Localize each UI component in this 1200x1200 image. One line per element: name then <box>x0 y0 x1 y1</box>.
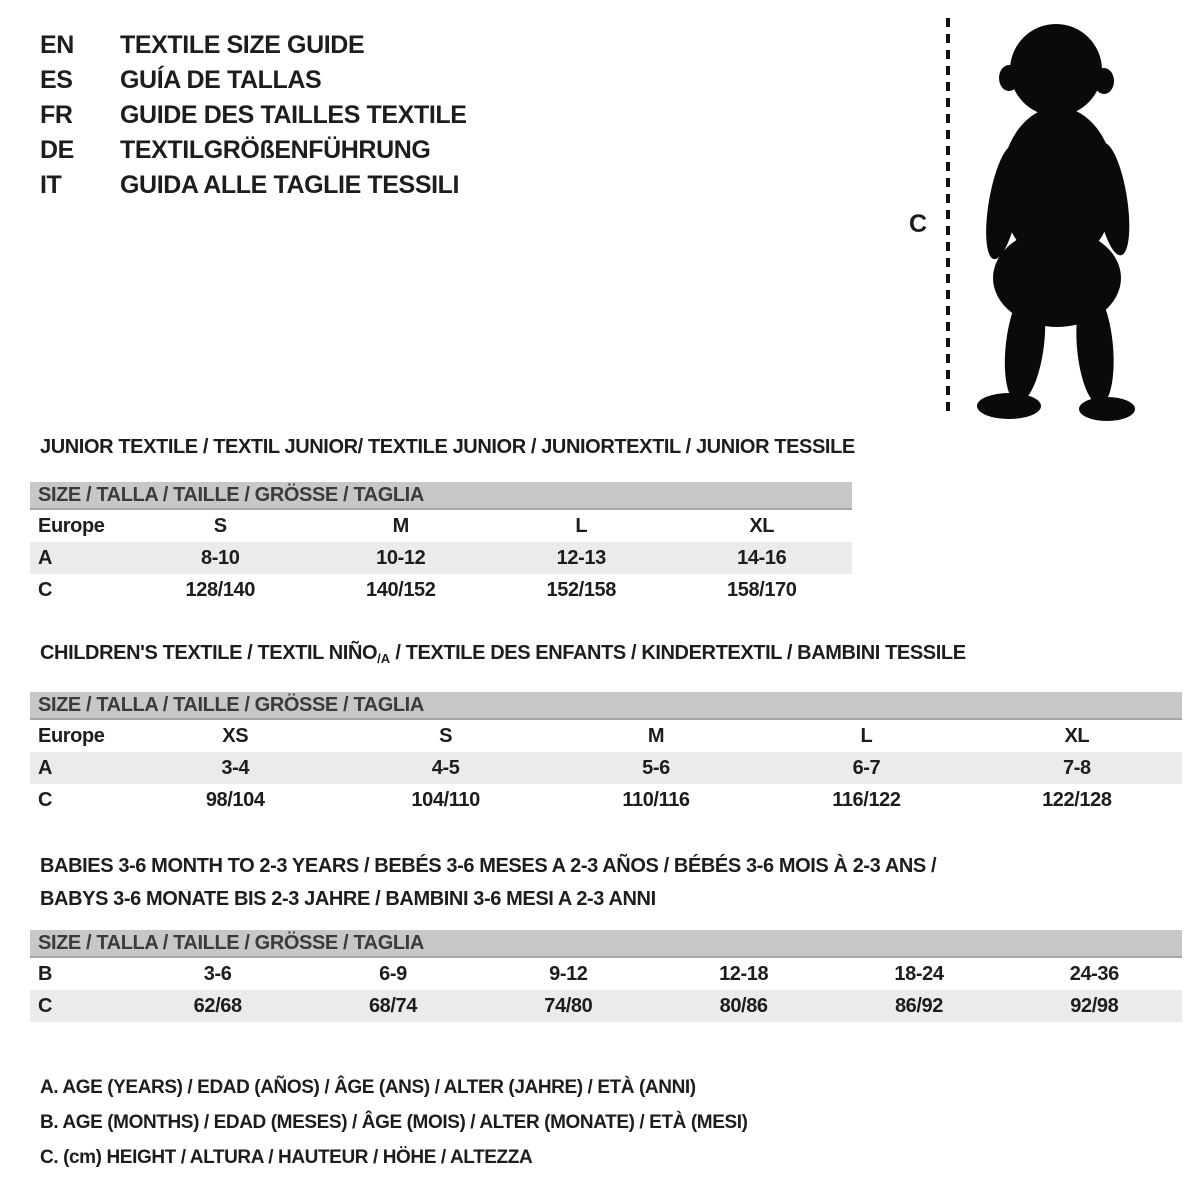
row-label: A <box>38 756 53 779</box>
language-row <box>40 168 467 203</box>
size-cell: 74/80 <box>544 994 593 1017</box>
table-title-line <box>40 883 1182 916</box>
table-row <box>30 542 852 574</box>
size-cell: 12-13 <box>556 546 606 569</box>
size-cell: M <box>392 514 409 537</box>
table-row <box>30 990 1182 1022</box>
legend-line: C. (cm) HEIGHT / ALTURA / HAUTEUR / HÖHE / ALTEZZA <box>40 1147 533 1168</box>
table-rows <box>30 958 1182 1022</box>
size-cell: 12-18 <box>719 962 769 985</box>
table-title <box>30 850 1182 916</box>
size-cell: 68/74 <box>368 994 418 1017</box>
title-subscript: /A <box>377 651 391 666</box>
size-cell: 6-7 <box>852 756 881 779</box>
size-cell: M <box>647 724 665 747</box>
table-rows <box>30 720 1182 816</box>
size-cell: 92/98 <box>1070 994 1119 1017</box>
height-measure-label: C <box>909 210 927 238</box>
language-row <box>40 133 467 168</box>
row-label: C <box>38 994 53 1017</box>
title-text: / TEXTILE DES ENFANTS / KINDERTEXTIL / BAMBINI TESSILE <box>390 642 966 664</box>
legend-line: A. AGE (YEARS) / EDAD (AÑOS) / ÂGE (ANS) / ALTER (JAHRE) / ETÀ (ANNI) <box>40 1077 696 1098</box>
table-title-line <box>40 435 855 460</box>
size-cell: XL <box>1064 724 1090 747</box>
size-cell: 152/158 <box>546 578 616 601</box>
size-cell: 158/170 <box>727 578 797 601</box>
size-cell: 10-12 <box>376 546 426 569</box>
size-header-label: SIZE / TALLA / TAILLE / GRÖSSE / TAGLIA <box>38 693 424 716</box>
table-section-babies <box>30 850 1182 1022</box>
row-label: C <box>38 578 53 601</box>
size-cell: 8-10 <box>201 546 240 569</box>
row-label: B <box>38 962 53 985</box>
table-title-line <box>40 850 1182 883</box>
table-row <box>30 752 1182 784</box>
size-cell: 4-5 <box>431 756 460 779</box>
language-header <box>40 28 467 203</box>
table-row <box>30 510 852 542</box>
title-text: BABYS 3-6 MONATE BIS 2-3 JAHRE / BAMBINI 3-6 MESI A 2-3 ANNI <box>40 888 656 910</box>
size-cell: XL <box>749 514 775 537</box>
size-header-bar <box>30 482 852 510</box>
size-cell: 140/152 <box>366 578 436 601</box>
language-title: GUIDA ALLE TAGLIE TESSILI <box>120 171 460 199</box>
size-cell: 128/140 <box>185 578 255 601</box>
size-cell: 122/128 <box>1042 788 1112 811</box>
table-section-junior <box>30 435 855 606</box>
table-row <box>30 958 1182 990</box>
language-code: IT <box>40 171 62 199</box>
size-cell: 5-6 <box>642 756 670 779</box>
size-cell: 80/86 <box>719 994 768 1017</box>
size-cell: 6-9 <box>379 962 407 985</box>
size-cell: 18-24 <box>894 962 944 985</box>
size-cell: 7-8 <box>1062 756 1091 779</box>
size-cell: 3-4 <box>221 756 250 779</box>
height-measure-line <box>946 18 950 416</box>
language-row <box>40 28 467 63</box>
size-header-label: SIZE / TALLA / TAILLE / GRÖSSE / TAGLIA <box>38 931 424 954</box>
title-text: BABIES 3-6 MONTH TO 2-3 YEARS / BEBÉS 3-6 MESES A 2-3 AÑOS / BÉBÉS 3-6 MOIS À 2-3 ANS / <box>40 855 937 877</box>
size-header-label: SIZE / TALLA / TAILLE / GRÖSSE / TAGLIA <box>38 483 424 506</box>
language-title: TEXTILGRÖßENFÜHRUNG <box>120 136 431 164</box>
size-cell: 104/110 <box>411 788 480 811</box>
title-text: JUNIOR TEXTILE / TEXTIL JUNIOR/ TEXTILE JUNIOR / JUNIORTEXTIL / JUNIOR TESSILE <box>40 436 855 458</box>
language-title: GUIDE DES TAILLES TEXTILE <box>120 101 467 129</box>
size-cell: L <box>860 724 873 747</box>
table-row <box>30 720 1182 752</box>
language-row <box>40 63 467 98</box>
language-code: EN <box>40 31 74 59</box>
height-figure <box>895 10 1195 430</box>
row-label: Europe <box>38 724 105 747</box>
toddler-silhouette-icon <box>957 14 1153 426</box>
size-cell: S <box>439 724 453 747</box>
size-header-bar <box>30 692 1182 720</box>
table-title <box>30 641 1182 667</box>
size-cell: S <box>213 514 227 537</box>
size-cell: 3-6 <box>203 962 232 985</box>
size-cell: 9-12 <box>549 962 588 985</box>
size-cell: 98/104 <box>205 788 265 811</box>
row-label: Europe <box>38 514 105 537</box>
size-cell: 62/68 <box>193 994 242 1017</box>
table-row <box>30 574 852 606</box>
table-row <box>30 784 1182 816</box>
table-section-children <box>30 641 1182 816</box>
row-label: C <box>38 788 53 811</box>
language-code: ES <box>40 66 73 94</box>
size-cell: 116/122 <box>832 788 901 811</box>
size-cell: 14-16 <box>737 546 787 569</box>
language-code: DE <box>40 136 74 164</box>
row-label: A <box>38 546 53 569</box>
size-cell: 86/92 <box>894 994 943 1017</box>
size-cell: XS <box>222 724 249 747</box>
language-row <box>40 98 467 133</box>
table-rows <box>30 510 852 606</box>
table-title <box>30 435 855 460</box>
legend-line: B. AGE (MONTHS) / EDAD (MESES) / ÂGE (MOIS) / ALTER (MONATE) / ETÀ (MESI) <box>40 1112 748 1133</box>
size-cell: L <box>575 514 588 537</box>
language-code: FR <box>40 101 73 129</box>
language-title: TEXTILE SIZE GUIDE <box>120 31 365 59</box>
size-header-bar <box>30 930 1182 958</box>
title-text: CHILDREN'S TEXTILE / TEXTIL NIÑO <box>40 642 378 664</box>
language-title: GUÍA DE TALLAS <box>120 66 322 94</box>
table-title-line <box>40 641 1182 667</box>
size-cell: 24-36 <box>1069 962 1119 985</box>
legend <box>40 1070 748 1175</box>
size-cell: 110/116 <box>622 788 690 811</box>
